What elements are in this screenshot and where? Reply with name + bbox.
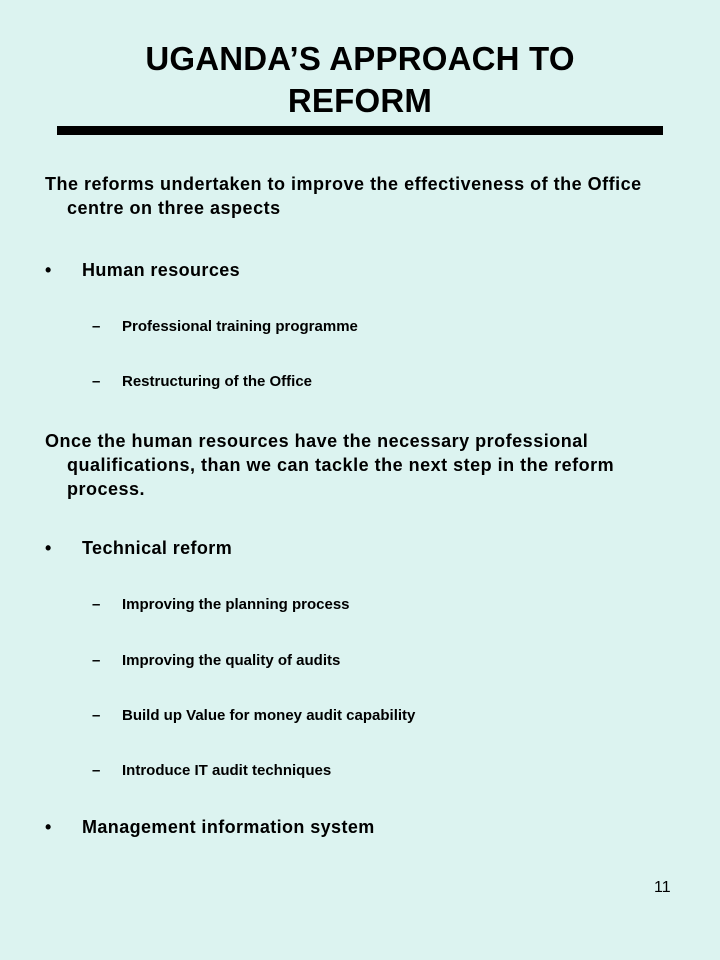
sub-item bbox=[92, 761, 331, 781]
bullet-technical-reform bbox=[45, 536, 232, 560]
slide-title-line-2: REFORM bbox=[287, 82, 433, 119]
dash-mark: – bbox=[92, 318, 101, 335]
sub-item-label: Professional training programme bbox=[122, 318, 358, 335]
bullet-management-information-system bbox=[45, 815, 375, 839]
slide-title-line-1: UGANDA’S APPROACH TO bbox=[145, 40, 575, 77]
sub-item bbox=[92, 651, 340, 671]
dash-mark: – bbox=[92, 373, 101, 390]
sub-item bbox=[92, 317, 358, 337]
sub-item bbox=[92, 706, 415, 726]
sub-item-label: Build up Value for money audit capability bbox=[122, 707, 416, 724]
bullet-human-resources bbox=[45, 258, 240, 282]
sub-item bbox=[92, 372, 312, 392]
intro-paragraph: The reforms undertaken to improve the effectiveness of the Office centre on three aspects bbox=[45, 174, 642, 218]
bridge-paragraph: Once the human resources have the necessary professional qualifications, than we can tackle the next step in the reform process. bbox=[45, 431, 615, 499]
title-divider bbox=[57, 126, 663, 135]
sub-item bbox=[92, 595, 350, 615]
dash-mark: – bbox=[92, 707, 101, 724]
slide-title bbox=[0, 38, 720, 122]
sub-item-label: Improving the planning process bbox=[122, 596, 350, 613]
page-number: 11 bbox=[654, 879, 671, 896]
sub-item-label: Improving the quality of audits bbox=[122, 652, 341, 669]
sub-item-label: Restructuring of the Office bbox=[122, 373, 313, 390]
bullet-mark: • bbox=[45, 538, 52, 558]
bullet-label: Human resources bbox=[82, 260, 241, 280]
dash-mark: – bbox=[92, 652, 101, 669]
bullet-label: Technical reform bbox=[82, 538, 233, 558]
dash-mark: – bbox=[92, 596, 101, 613]
dash-mark: – bbox=[92, 762, 101, 779]
bullet-mark: • bbox=[45, 817, 52, 837]
bullet-mark: • bbox=[45, 260, 52, 280]
sub-item-label: Introduce IT audit techniques bbox=[122, 762, 332, 779]
bullet-label: Management information system bbox=[82, 817, 375, 837]
